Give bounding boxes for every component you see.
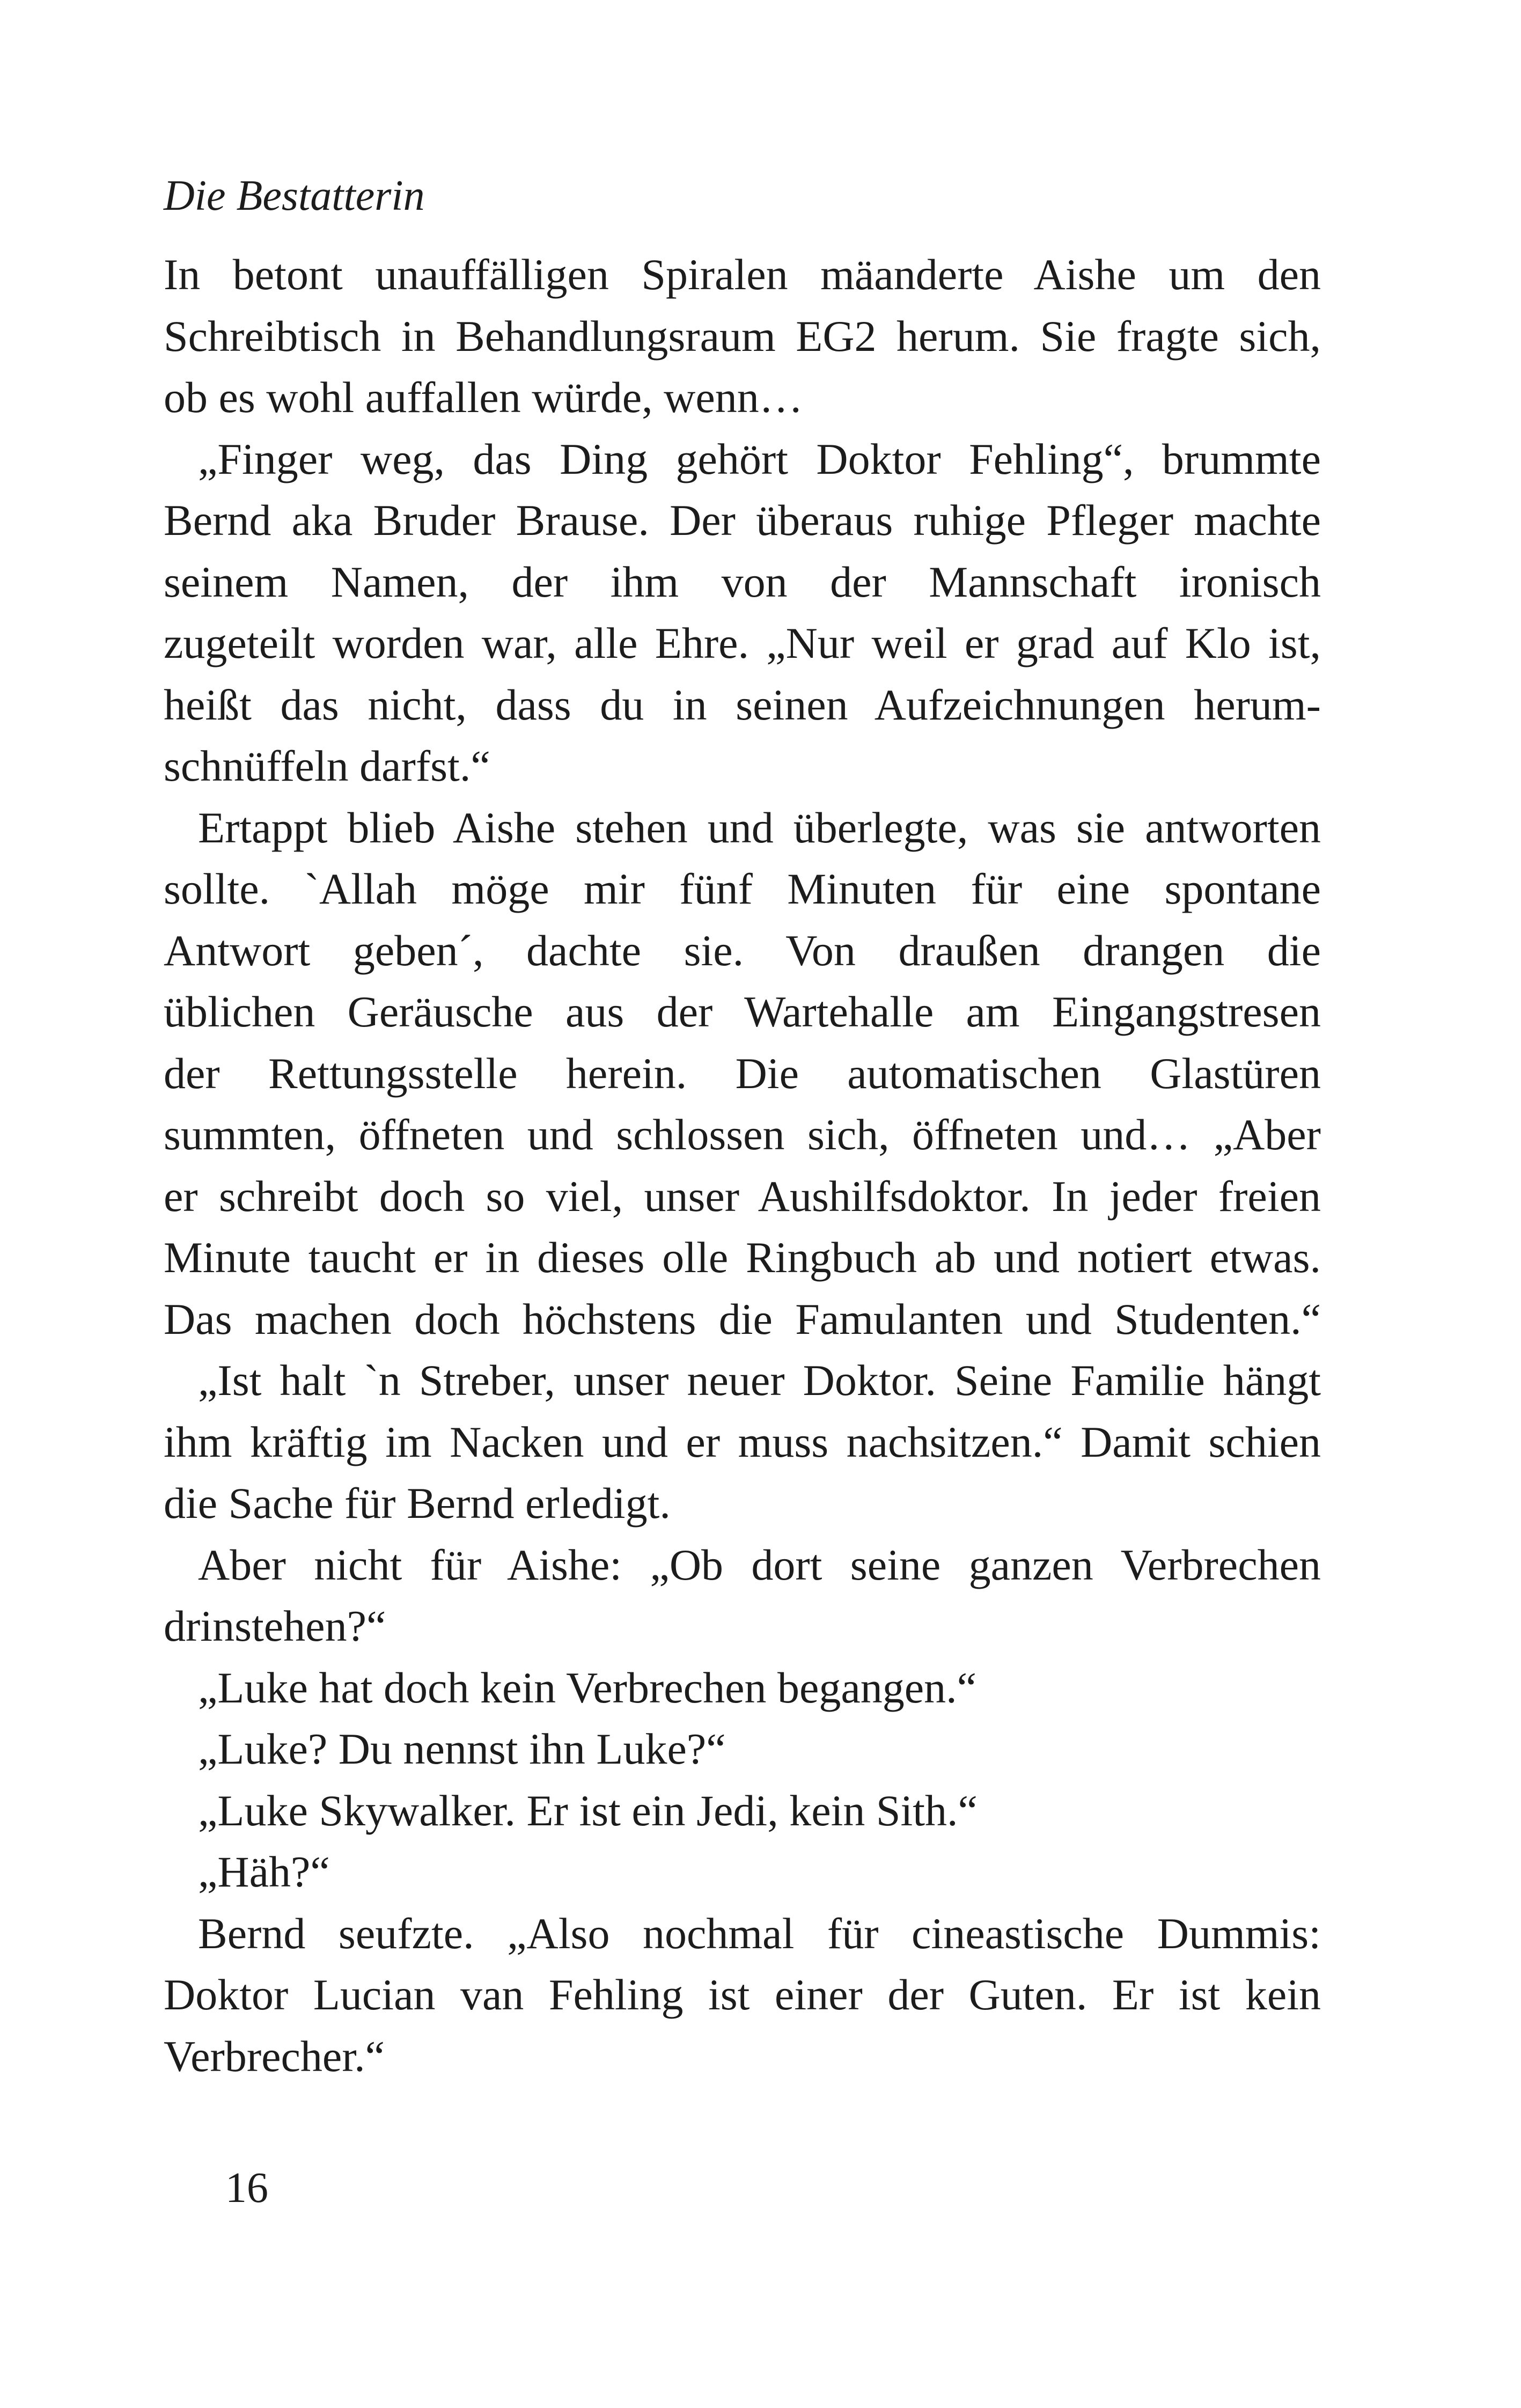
text-line: Schreibtisch in Behandlungsraum EG2 herum. Sie fragte sich,: [164, 311, 1321, 361]
page-number: 16: [225, 2164, 268, 2212]
running-head-title: Die Bestatterin: [164, 172, 425, 219]
text-line: Antwort geben´, dachte sie. Von draußen drangen die: [164, 926, 1321, 975]
text-line: „Luke? Du nennst ihn Luke?“: [198, 1724, 726, 1773]
text-line: Ertappt blieb Aishe stehen und überlegte, was sie antworten: [198, 803, 1321, 852]
text-line: „Luke Skywalker. Er ist ein Jedi, kein Sith.“: [198, 1786, 978, 1835]
text-line: drinstehen?“: [164, 1602, 386, 1650]
text-line: schnüffeln darfst.“: [164, 742, 490, 790]
text-line: die Sache für Bernd erledigt.: [164, 1479, 671, 1528]
text-line: ihm kräftig im Nacken und er muss nachsitzen.“ Damit schien: [164, 1417, 1321, 1466]
body-text: [164, 244, 1321, 2087]
text-line: Doktor Lucian van Fehling ist einer der Guten. Er ist kein: [164, 1970, 1321, 2019]
text-line: Bernd seufzte. „Also nochmal für cineastische Dummis:: [198, 1908, 1321, 1958]
text-line: Verbrecher.“: [164, 2031, 385, 2081]
text-line: „Häh?“: [198, 1847, 330, 1896]
text-line: der Rettungsstelle herein. Die automatischen Glastüren: [164, 1048, 1321, 1098]
text-line: „Finger weg, das Ding gehört Doktor Fehling“, brummte: [198, 434, 1321, 483]
text-line: er schreibt doch so viel, unser Aushilfsdoktor. In jeder freien: [164, 1171, 1321, 1221]
text-line: heißt das nicht, dass du in seinen Aufzeichnungen herum-: [164, 680, 1321, 729]
text-line: „Luke hat doch kein Verbrechen begangen.“: [198, 1663, 977, 1712]
text-line: summten, öffneten und schlossen sich, öffneten und… „Aber: [164, 1110, 1321, 1159]
text-line: Das machen doch höchstens die Famulanten und Studenten.“: [164, 1294, 1321, 1344]
text-line: „Ist halt `n Streber, unser neuer Doktor. Seine Familie hängt: [198, 1356, 1321, 1405]
text-line: sollte. `Allah möge mir fünf Minuten für eine spontane: [164, 864, 1321, 913]
text-line: In betont unauffälligen Spiralen mäanderte Aishe um den: [164, 250, 1321, 299]
text-line: seinem Namen, der ihm von der Mannschaft ironisch: [164, 557, 1321, 606]
text-line: Bernd aka Bruder Brause. Der überaus ruhige Pfleger machte: [164, 496, 1321, 545]
text-line: ob es wohl auffallen würde, wenn…: [164, 373, 803, 422]
text-line: Aber nicht für Aishe: „Ob dort seine ganzen Verbrechen: [198, 1540, 1321, 1589]
text-line: Minute taucht er in dieses olle Ringbuch ab und notiert etwas.: [164, 1233, 1321, 1282]
text-line: üblichen Geräusche aus der Wartehalle am Eingangstresen: [164, 987, 1321, 1036]
text-line: zugeteilt worden war, alle Ehre. „Nur weil er grad auf Klo ist,: [164, 619, 1321, 667]
